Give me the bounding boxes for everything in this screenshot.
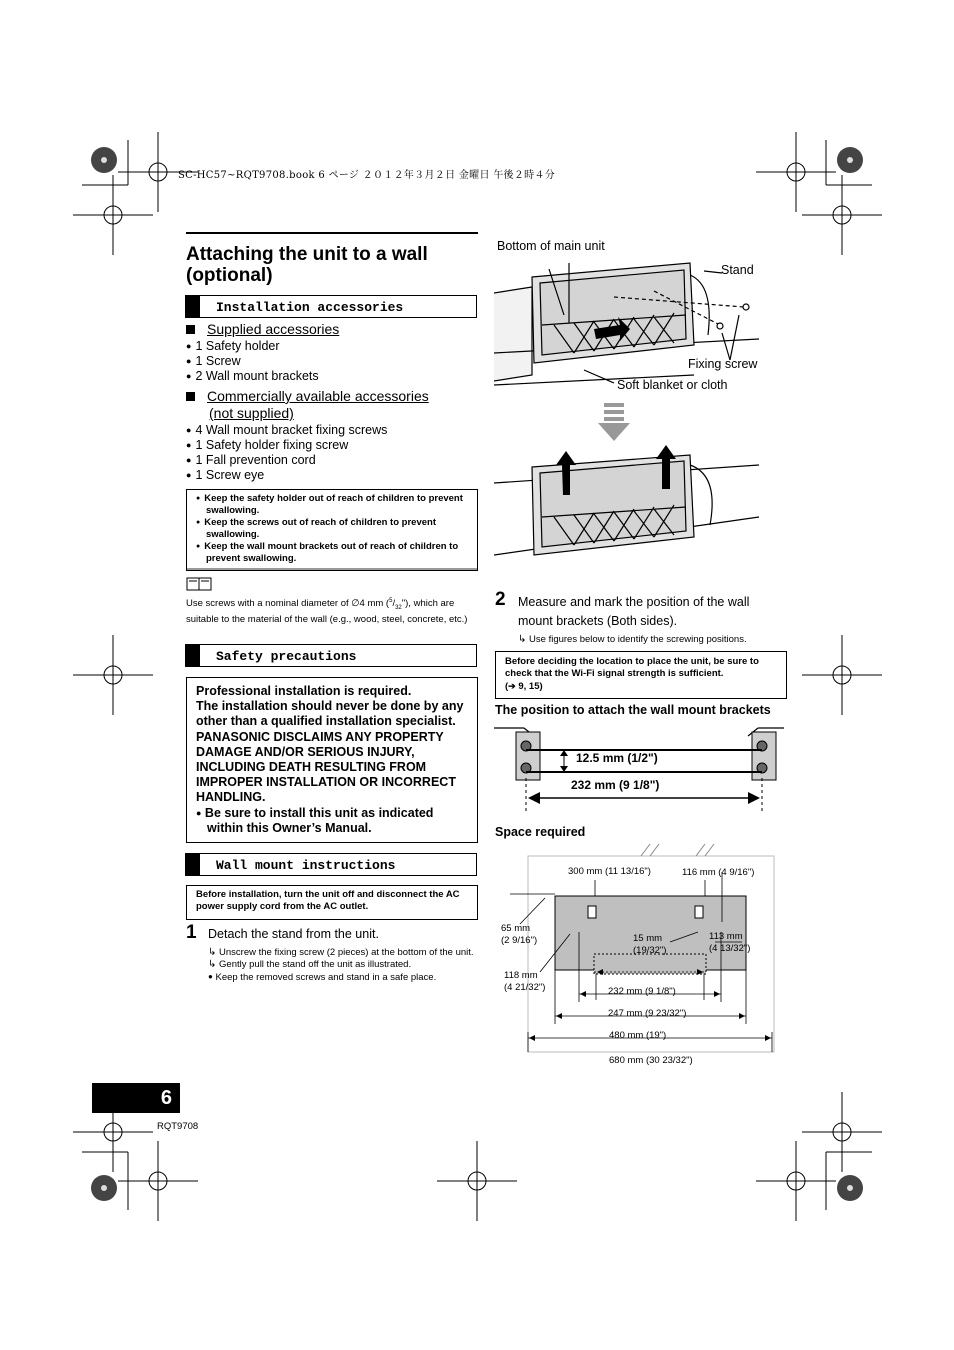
dim-116: 116 mm (4 9/16") (682, 867, 755, 878)
title-line-2: (optional) (186, 265, 273, 286)
figure-label-bottom: Bottom of main unit (497, 239, 605, 253)
step-1-text: Detach the stand from the unit. (208, 927, 379, 941)
page-number: 6 (92, 1083, 180, 1113)
step-1-number: 1 (186, 922, 197, 943)
wall-mount-heading: Wall mount instructions (185, 853, 477, 876)
dim-65: 65 mm (2 9/16") (501, 923, 538, 946)
list-item: ● 1 Safety holder fixing screw (186, 438, 387, 453)
list-item: ● Keep the screws out of reach of children to prevent swallowing. (191, 517, 473, 541)
dim-232: 232 mm (9 1/8") (608, 986, 676, 997)
supplied-accessories-label: Supplied accessories (186, 321, 339, 337)
dim-15: 15 mm (19/32") (633, 933, 667, 956)
list-item: ● Keep the safety holder out of reach of children to prevent swallowing. (191, 493, 473, 517)
caution-box: Before installation, turn the unit off and disconnect the AC power supply cord from the AC outlet. (186, 885, 478, 920)
list-item: ● 1 Screw eye (186, 468, 387, 483)
dim-113: 113 mm (4 13/32") (709, 931, 751, 954)
step-2-number: 2 (495, 589, 506, 610)
wifi-note-box: Before deciding the location to place the unit, be sure to check that the Wi-Fi signal strength is sufficient. (➔ 9, 15) (495, 651, 787, 699)
list-item: ● Keep the wall mount brackets out of reach of children to prevent swallowing. (191, 541, 473, 565)
bracket-vertical-dimension: 12.5 mm (1/2") (576, 751, 658, 765)
detach-stand-illustration (494, 255, 764, 580)
book-icon (186, 577, 214, 591)
bracket-position-diagram (494, 722, 784, 812)
commercial-list (186, 423, 387, 483)
warning-bullet: ● Be sure to install this unit as indicated within this Owner’s Manual. (196, 805, 434, 835)
dim-300: 300 mm (11 13/16") (568, 866, 651, 877)
list-item: ● 4 Wall mount bracket fixing screws (186, 423, 387, 438)
step-2-subnote: ↳ Use figures below to identify the screwing positions. (518, 634, 747, 645)
dim-480: 480 mm (19") (609, 1030, 667, 1041)
dim-118: 118 mm (4 21/32") (504, 970, 546, 993)
warning-line: Professional installation is required. (196, 684, 412, 698)
safety-precautions-heading: Safety precautions (185, 644, 477, 667)
list-item: ● 1 Safety holder (186, 339, 319, 354)
child-safety-box (186, 489, 478, 571)
figure-label-stand: Stand (721, 263, 754, 277)
screw-note: Use screws with a nominal diameter of ∅4 mm $(^5/_{32}")$, which are suitable to the material of the wall (e.g., wood, steel, concrete, etc.) (186, 598, 468, 626)
warning-line: PANASONIC DISCLAIMS ANY PROPERTY DAMAGE AND/OR SERIOUS INJURY, INCLUDING DEATH RESULTING FROM IMPROPER INSTALLATION OR INCORRECT HANDLING. (196, 729, 456, 805)
running-header: SC-HC57~RQT9708.book 6 ページ ２０１２年３月２日 金曜日 午後２時４分 (178, 170, 556, 181)
bracket-horizontal-dimension: 232 mm (9 1/8") (571, 778, 660, 792)
bracket-position-title: The position to attach the wall mount brackets (495, 703, 771, 717)
list-item: ● 1 Fall prevention cord (186, 453, 387, 468)
step-1-subnotes: ↳ Unscrew the fixing screw (2 pieces) at the bottom of the unit. ↳ Gently pull the stand off the unit as illustrated. ● Keep the removed screws and stand in a safe place. (208, 947, 474, 983)
space-required-title: Space required (495, 825, 586, 839)
document-code: RQT9708 (157, 1121, 199, 1132)
supplied-list (186, 339, 319, 384)
dim-247: 247 mm (9 23/32") (608, 1008, 687, 1019)
figure-label-fixing: Fixing screw (688, 357, 758, 371)
warning-line: The installation should never be done by any other than a qualified installation specialist. (196, 699, 464, 729)
figure-label-blanket: Soft blanket or cloth (617, 378, 728, 392)
safety-warning-box (186, 677, 478, 843)
dim-680: 680 mm (30 23/32") (609, 1055, 693, 1066)
installation-accessories-heading: Installation accessories (185, 295, 477, 318)
page-title (186, 232, 478, 286)
list-item: ● 2 Wall mount brackets (186, 369, 319, 384)
title-line-1: Attaching the unit to a wall (186, 244, 428, 265)
commercial-accessories-label: Commercially available accessories (not supplied) (186, 388, 429, 422)
step-2-text: Measure and mark the position of the wall mount brackets (Both sides). (518, 595, 750, 628)
list-item: ● 1 Screw (186, 354, 319, 369)
